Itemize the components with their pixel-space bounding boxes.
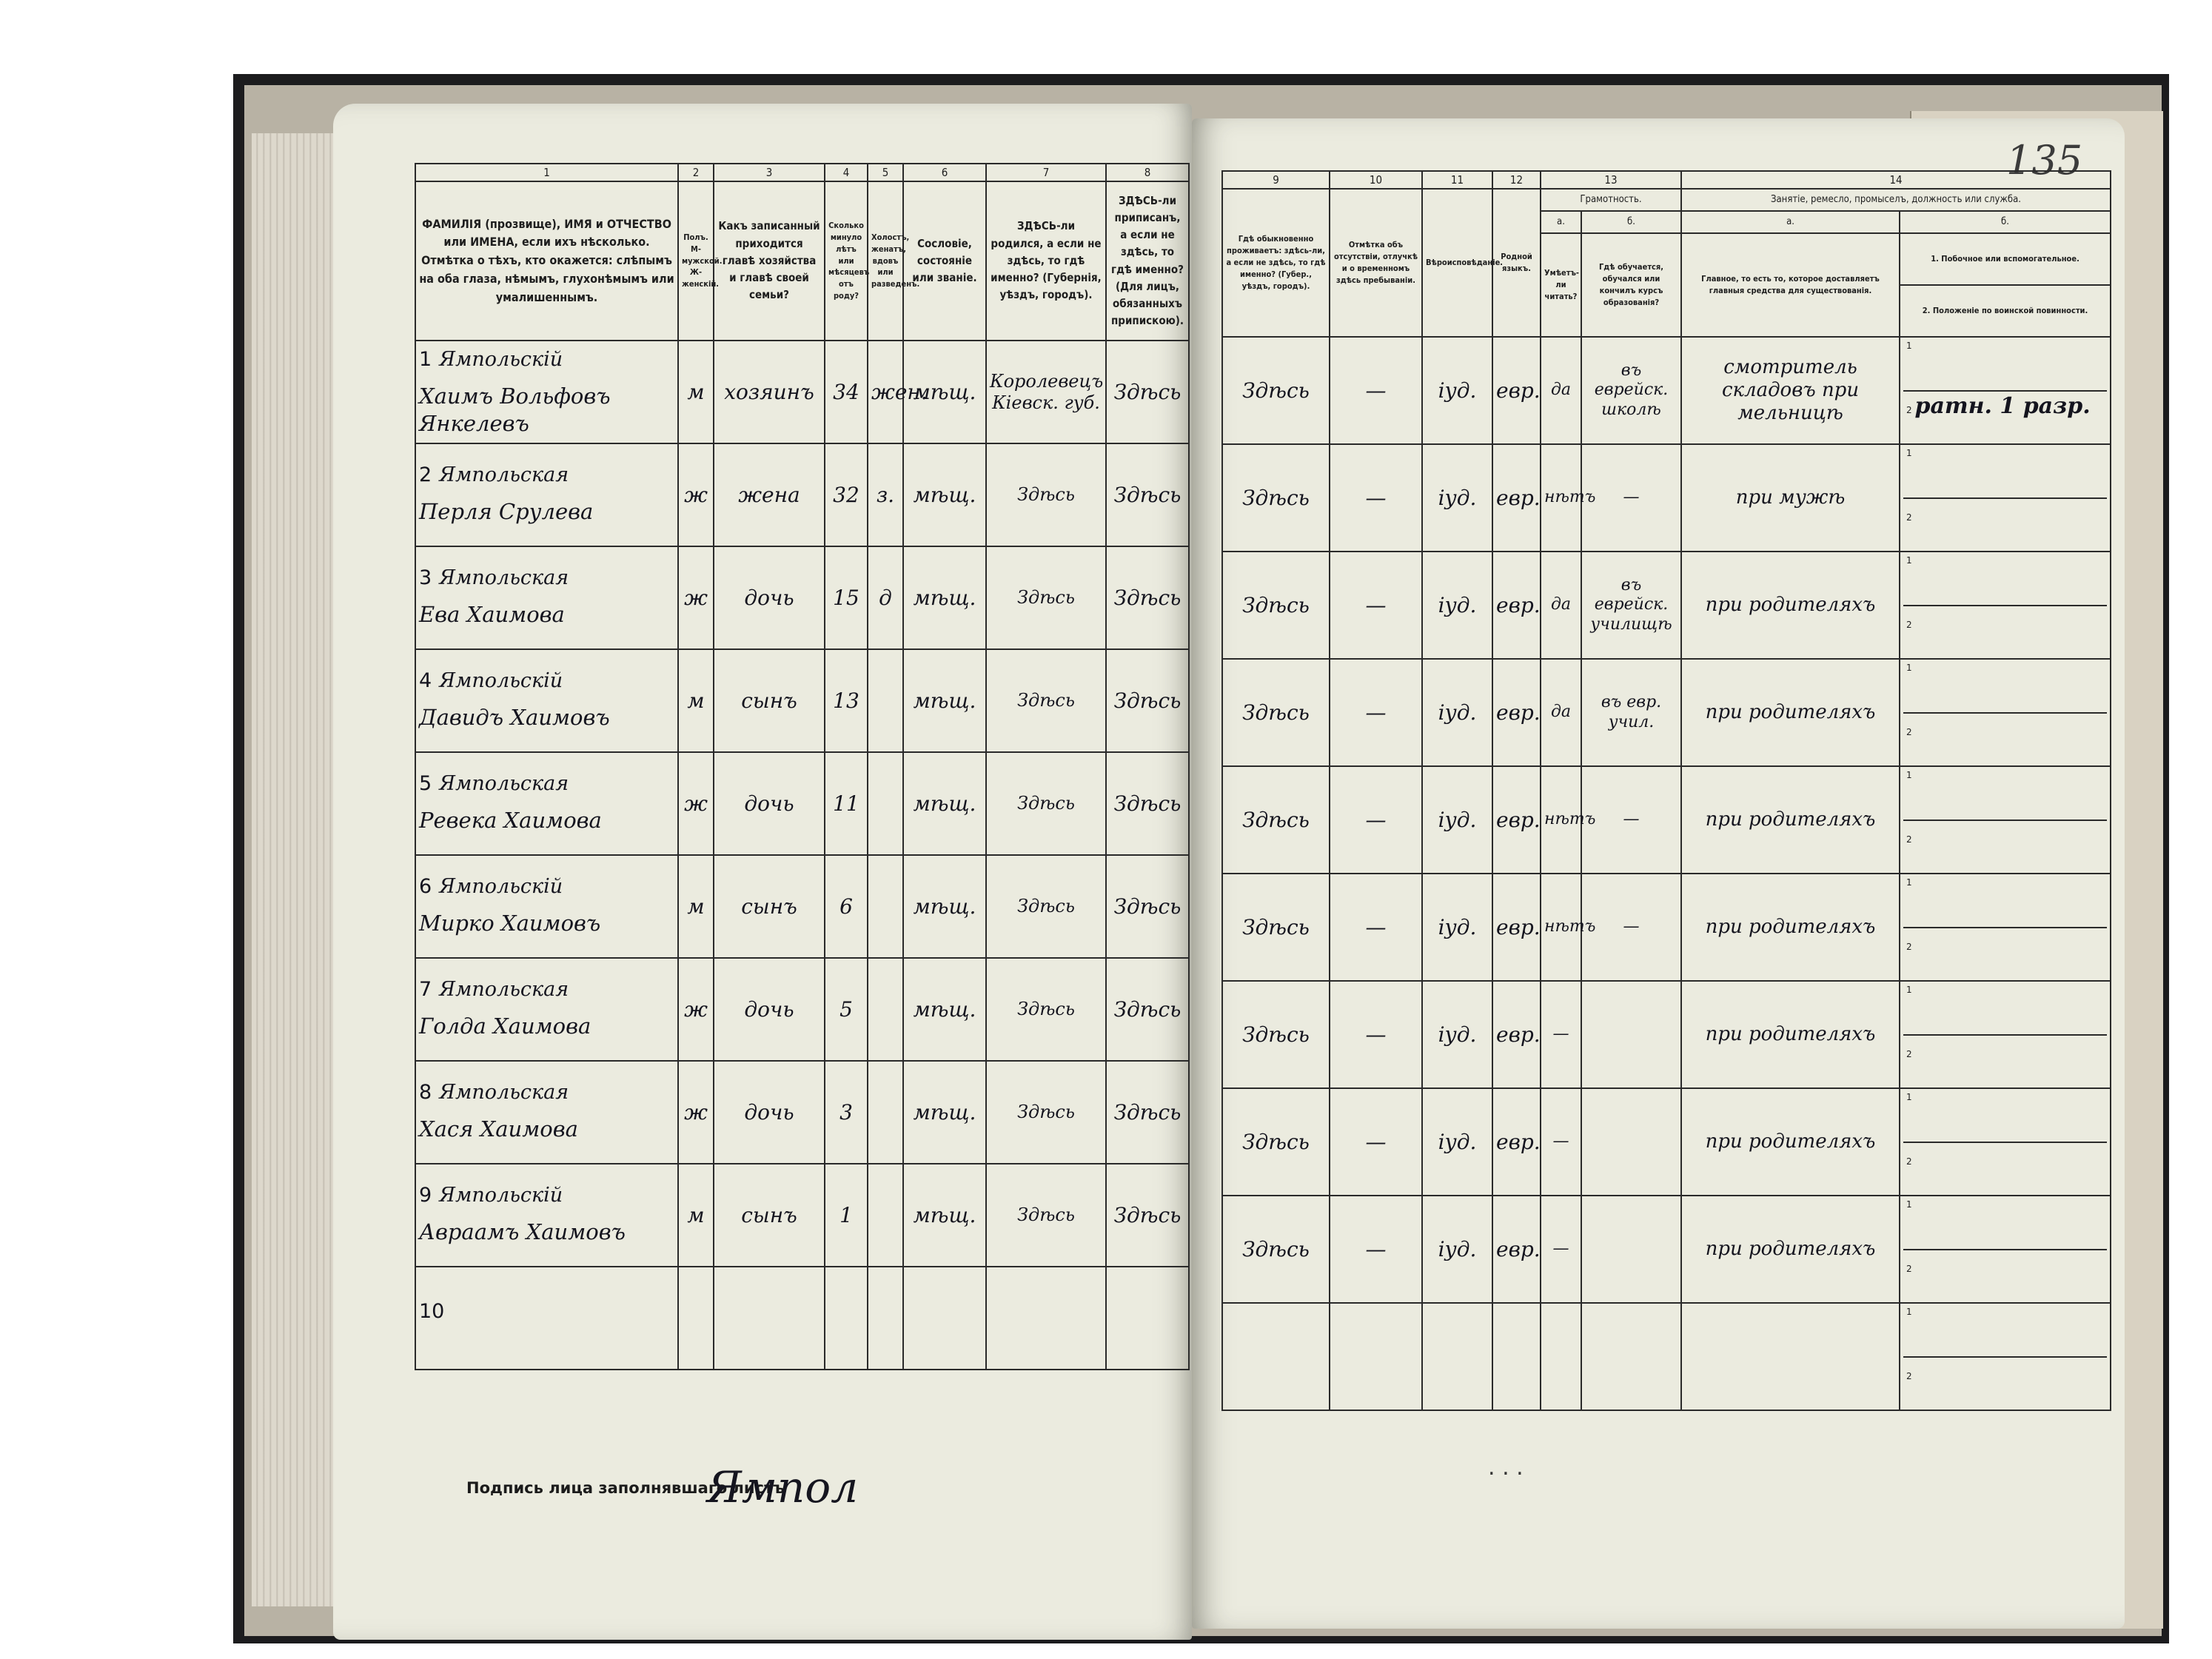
main-occupation-cell[interactable]: при мужѣ: [1681, 444, 1900, 552]
registration-cell[interactable]: Здѣсь: [1106, 649, 1189, 752]
residence-cell[interactable]: Здѣсь: [1222, 1088, 1330, 1196]
table-row: [1222, 552, 2111, 659]
absence-cell[interactable]: —: [1330, 1196, 1422, 1303]
secondary-occupation-line-1: 1: [1903, 983, 2107, 1036]
table-row: [1222, 1303, 2111, 1410]
given-name: Ева Хаимова: [419, 602, 565, 628]
birthplace-cell[interactable]: Здѣсь: [986, 649, 1106, 752]
residence-cell[interactable]: Здѣсь: [1222, 444, 1330, 552]
header-age: Сколько минуло лѣтъ или мѣсяцевъ отъ роду?: [825, 181, 868, 341]
language-cell[interactable]: [1492, 1303, 1541, 1410]
person-rows: [415, 341, 1189, 1370]
can-read-cell[interactable]: нѣтъ: [1541, 766, 1581, 874]
education-cell[interactable]: [1581, 1303, 1681, 1410]
registration-cell[interactable]: Здѣсь: [1106, 341, 1189, 443]
registration-cell[interactable]: [1106, 1267, 1189, 1370]
person-name-cell[interactable]: [415, 958, 678, 1061]
relation-cell[interactable]: [714, 1267, 825, 1370]
sex-cell[interactable]: ж: [678, 546, 714, 649]
religion-cell[interactable]: іуд.: [1422, 874, 1492, 981]
stray-marks: . . .: [1488, 1455, 1524, 1481]
signature: Ямпол: [707, 1462, 859, 1512]
surname: Ямпольская: [439, 1080, 569, 1104]
language-cell[interactable]: евр.: [1492, 1196, 1541, 1303]
header-occ-a: Главное, то есть то, которое доставляетъ главныя средства для существованія.: [1681, 233, 1900, 337]
registration-cell[interactable]: Здѣсь: [1106, 1164, 1189, 1267]
header-estate: Сословіе, состояніе или званіе.: [903, 181, 986, 341]
person-name-cell[interactable]: [415, 341, 678, 443]
age-cell[interactable]: [825, 1267, 868, 1370]
table-row: [415, 1267, 1189, 1370]
census-table-left: [415, 163, 1190, 1370]
marital-cell[interactable]: д: [868, 546, 903, 649]
education-cell[interactable]: —: [1581, 766, 1681, 874]
birthplace-cell[interactable]: Здѣсь: [986, 855, 1106, 958]
birthplace-cell[interactable]: Здѣсь: [986, 752, 1106, 855]
religion-cell[interactable]: іуд.: [1422, 337, 1492, 444]
header-marital: Холостъ, женатъ, вдовъ или разведенъ.: [868, 181, 903, 341]
sex-cell[interactable]: м: [678, 341, 714, 443]
estate-cell[interactable]: мѣщ.: [903, 443, 986, 546]
religion-cell[interactable]: іуд.: [1422, 766, 1492, 874]
absence-cell[interactable]: —: [1330, 874, 1422, 981]
relation-cell[interactable]: сынъ: [714, 649, 825, 752]
relation-cell[interactable]: дочь: [714, 546, 825, 649]
main-occupation-cell[interactable]: при родителяхъ: [1681, 874, 1900, 981]
relation-cell[interactable]: дочь: [714, 1061, 825, 1164]
surname: Ямпольскій: [439, 347, 563, 371]
row-number: 6: [419, 874, 432, 898]
birthplace-cell[interactable]: [986, 1267, 1106, 1370]
header-language: Родной языкъ.: [1492, 189, 1541, 337]
secondary-occupation-cell[interactable]: [1900, 659, 2111, 766]
marital-cell[interactable]: жен.: [868, 341, 903, 443]
age-cell[interactable]: 32: [825, 443, 868, 546]
secondary-occupation-line-1: 1: [1903, 1305, 2107, 1358]
row-number: 10: [419, 1300, 445, 1324]
main-occupation-cell[interactable]: смотритель складовъ при мельницѣ: [1681, 337, 1900, 444]
given-name: Ревека Хаимова: [419, 808, 602, 834]
secondary-occupation-line-2: 2: [1906, 726, 1912, 737]
col-number: 11: [1422, 171, 1492, 189]
can-read-cell[interactable]: да: [1541, 659, 1581, 766]
row-number: 4: [419, 668, 432, 692]
header-relation: Какъ записанный приходится главѣ хозяйства и главѣ своей семьи?: [714, 181, 825, 341]
education-cell[interactable]: —: [1581, 874, 1681, 981]
col-number: 9: [1222, 171, 1330, 189]
table-row: [415, 958, 1189, 1061]
age-cell[interactable]: 15: [825, 546, 868, 649]
residence-cell[interactable]: Здѣсь: [1222, 1196, 1330, 1303]
sex-cell[interactable]: м: [678, 649, 714, 752]
person-name-cell[interactable]: [415, 1164, 678, 1267]
sex-cell[interactable]: ж: [678, 958, 714, 1061]
relation-cell[interactable]: сынъ: [714, 855, 825, 958]
given-name-2: Янкелевъ: [419, 410, 529, 436]
secondary-occupation-line-2: 2: [1906, 834, 1912, 845]
estate-cell[interactable]: мѣщ.: [903, 855, 986, 958]
estate-cell[interactable]: [903, 1267, 986, 1370]
estate-cell[interactable]: мѣщ.: [903, 1061, 986, 1164]
secondary-occupation-cell[interactable]: [1900, 1088, 2111, 1196]
person-name-cell[interactable]: [415, 649, 678, 752]
left-page: [333, 104, 1192, 1640]
registration-cell[interactable]: Здѣсь: [1106, 443, 1189, 546]
absence-cell[interactable]: —: [1330, 659, 1422, 766]
education-cell[interactable]: въ еврейск. училищѣ: [1581, 552, 1681, 659]
can-read-cell[interactable]: да: [1541, 337, 1581, 444]
relation-cell[interactable]: дочь: [714, 958, 825, 1061]
secondary-occupation-line-1: 1: [1903, 1198, 2107, 1250]
secondary-occupation-line-1: 1: [1903, 339, 2107, 392]
language-cell[interactable]: евр.: [1492, 337, 1541, 444]
given-name: Голда Хаимова: [419, 1013, 591, 1039]
age-cell[interactable]: 6: [825, 855, 868, 958]
table-row: [1222, 1088, 2111, 1196]
religion-cell[interactable]: іуд.: [1422, 981, 1492, 1088]
table-row: [415, 855, 1189, 958]
header-occ-b-label: б.: [1900, 211, 2111, 233]
age-cell[interactable]: 3: [825, 1061, 868, 1164]
table-row: [415, 1164, 1189, 1267]
table-row: [415, 649, 1189, 752]
secondary-occupation-line-1: 1: [1903, 554, 2107, 606]
secondary-occupation-line-1: 1: [1903, 446, 2107, 499]
surname: Ямпольскій: [439, 668, 563, 692]
religion-cell[interactable]: іуд.: [1422, 552, 1492, 659]
surname: Ямпольскій: [439, 874, 563, 898]
main-occupation-cell[interactable]: при родителяхъ: [1681, 981, 1900, 1088]
relation-cell[interactable]: хозяинъ: [714, 341, 825, 443]
secondary-occupation-line-1: 1: [1903, 768, 2107, 821]
surname: Ямпольская: [439, 977, 569, 1001]
relation-cell[interactable]: сынъ: [714, 1164, 825, 1267]
secondary-occupation-cell[interactable]: [1900, 766, 2111, 874]
birthplace-cell[interactable]: Здѣсь: [986, 958, 1106, 1061]
marital-cell[interactable]: [868, 855, 903, 958]
marital-cell[interactable]: [868, 1061, 903, 1164]
col-number: 6: [903, 164, 986, 181]
secondary-occupation-line-1: 1: [1903, 1090, 2107, 1143]
language-cell[interactable]: евр.: [1492, 659, 1541, 766]
estate-cell[interactable]: мѣщ.: [903, 546, 986, 649]
table-row: [415, 1061, 1189, 1164]
given-name: Мирко Хаимовъ: [419, 911, 601, 936]
absence-cell[interactable]: [1330, 1303, 1422, 1410]
residence-cell[interactable]: [1222, 1303, 1330, 1410]
secondary-occupation-line-2: 2: [1906, 512, 1912, 523]
education-cell[interactable]: —: [1581, 444, 1681, 552]
estate-cell[interactable]: мѣщ.: [903, 752, 986, 855]
secondary-occupation-line-2: 2: [1906, 1263, 1912, 1274]
absence-cell[interactable]: —: [1330, 337, 1422, 444]
secondary-occupation-cell[interactable]: [1900, 874, 2111, 981]
language-cell[interactable]: евр.: [1492, 1088, 1541, 1196]
absence-cell[interactable]: —: [1330, 766, 1422, 874]
header-occupation: Занятіе, ремесло, промыселъ, должность или служба.: [1681, 189, 2111, 211]
person-name-cell[interactable]: [415, 752, 678, 855]
row-number: 5: [419, 771, 432, 795]
sex-cell[interactable]: ж: [678, 752, 714, 855]
secondary-occupation-cell[interactable]: [1900, 337, 2111, 444]
col-number: 13: [1541, 171, 1681, 189]
marital-cell[interactable]: [868, 752, 903, 855]
sex-cell[interactable]: [678, 1267, 714, 1370]
row-number: 2: [419, 463, 432, 486]
column-number-row: [415, 164, 1189, 181]
person-name-cell[interactable]: [415, 546, 678, 649]
header-birthplace: ЗДѢСЬ-ли родился, а если не здѣсь, то гдѣ именно? (Губернія, уѣздъ, городъ).: [986, 181, 1106, 341]
birthplace-cell[interactable]: Здѣсь: [986, 1164, 1106, 1267]
sex-cell[interactable]: ж: [678, 1061, 714, 1164]
military-status: ратн. 1 разр.: [1914, 392, 2091, 419]
registration-cell[interactable]: Здѣсь: [1106, 752, 1189, 855]
header-registration: ЗДѢСЬ-ли приписанъ, а если не здѣсь, то гдѣ именно? (Для лицъ, обязанныхъ припискою).: [1106, 181, 1189, 341]
age-cell[interactable]: 34: [825, 341, 868, 443]
person-name-cell[interactable]: [415, 1267, 678, 1370]
surname: Ямпольская: [439, 566, 569, 589]
marital-cell[interactable]: [868, 1164, 903, 1267]
col-number: 1: [415, 164, 678, 181]
main-occupation-cell[interactable]: [1681, 1303, 1900, 1410]
row-number: 1: [419, 347, 432, 371]
birthplace-cell[interactable]: Здѣсь: [986, 443, 1106, 546]
age-cell[interactable]: 13: [825, 649, 868, 752]
row-number: 7: [419, 977, 432, 1001]
absence-cell[interactable]: —: [1330, 552, 1422, 659]
column-number-row-right: [1222, 171, 2111, 189]
header-occ-b1: 1. Побочное или вспомогательное.: [1900, 234, 2110, 286]
residence-cell[interactable]: Здѣсь: [1222, 337, 1330, 444]
age-cell[interactable]: 1: [825, 1164, 868, 1267]
education-cell[interactable]: [1581, 981, 1681, 1088]
row-number: 3: [419, 566, 432, 589]
main-occupation-cell[interactable]: при родителяхъ: [1681, 659, 1900, 766]
header-lit-b: Гдѣ обучается, обучался или кончилъ курсъ образованія?: [1581, 233, 1681, 337]
given-name: Давидъ Хаимовъ: [419, 705, 610, 731]
religion-cell[interactable]: іуд.: [1422, 659, 1492, 766]
table-row: [415, 752, 1189, 855]
religion-cell[interactable]: [1422, 1303, 1492, 1410]
can-read-cell[interactable]: нѣтъ: [1541, 874, 1581, 981]
table-row: [1222, 766, 2111, 874]
absence-cell[interactable]: —: [1330, 444, 1422, 552]
census-table-right: [1221, 170, 2111, 1411]
table-row: [1222, 337, 2111, 444]
main-occupation-cell[interactable]: при родителяхъ: [1681, 552, 1900, 659]
given-name: Перля Срулева: [419, 499, 594, 525]
header-absence: Отмѣтка объ отсутствіи, отлучкѣ и о временномъ здѣсь пребываніи.: [1330, 189, 1422, 337]
language-cell[interactable]: евр.: [1492, 552, 1541, 659]
header-religion: Вѣроисповѣданіе.: [1422, 189, 1492, 337]
given-name: Авраамъ Хаимовъ: [419, 1219, 626, 1245]
education-cell[interactable]: [1581, 1196, 1681, 1303]
secondary-occupation-cell[interactable]: [1900, 552, 2111, 659]
row-number: 8: [419, 1080, 432, 1104]
table-row: [1222, 874, 2111, 981]
birthplace-cell[interactable]: Здѣсь: [986, 1061, 1106, 1164]
language-cell[interactable]: евр.: [1492, 874, 1541, 981]
col-number: 4: [825, 164, 868, 181]
absence-cell[interactable]: —: [1330, 1088, 1422, 1196]
surname: Ямпольская: [439, 463, 569, 486]
can-read-cell[interactable]: да: [1541, 552, 1581, 659]
person-name-cell[interactable]: [415, 1061, 678, 1164]
right-page: [1192, 118, 2125, 1629]
table-row: [415, 443, 1189, 546]
col-number: 5: [868, 164, 903, 181]
education-cell[interactable]: въ евр. учил.: [1581, 659, 1681, 766]
residence-cell[interactable]: Здѣсь: [1222, 981, 1330, 1088]
secondary-occupation-cell[interactable]: [1900, 1196, 2111, 1303]
sex-cell[interactable]: м: [678, 855, 714, 958]
col-number: 2: [678, 164, 714, 181]
header-row-right-1: [1222, 189, 2111, 211]
religion-cell[interactable]: іуд.: [1422, 1088, 1492, 1196]
secondary-occupation-line-1: 1: [1903, 876, 2107, 928]
main-occupation-cell[interactable]: при родителяхъ: [1681, 1088, 1900, 1196]
row-number: 9: [419, 1183, 432, 1207]
col-number: 12: [1492, 171, 1541, 189]
header-name: ФАМИЛІЯ (прозвище), ИМЯ и ОТЧЕСТВО или ИМЕНА, если ихъ нѣсколько. Отмѣтка о тѣхъ, кто окажется: слѣпымъ на оба глаза, нѣмымъ, глухонѣмымъ или умалишеннымъ.: [415, 181, 678, 341]
given-name: Хаимъ Вольфовъ: [419, 383, 611, 409]
header-residence: Гдѣ обыкновенно проживаетъ: здѣсь-ли, а если не здѣсь, то гдѣ именно? (Губер., уѣздъ, городъ).: [1222, 189, 1330, 337]
sex-cell[interactable]: м: [678, 1164, 714, 1267]
col-number: 14: [1681, 171, 2111, 189]
table-row: [1222, 1196, 2111, 1303]
table-row: [415, 341, 1189, 443]
secondary-occupation-line-1: 1: [1903, 661, 2107, 714]
relation-cell[interactable]: жена: [714, 443, 825, 546]
given-name: Хася Хаимова: [419, 1116, 578, 1142]
age-cell[interactable]: 5: [825, 958, 868, 1061]
secondary-occupation-line-2: 2: [1906, 1370, 1912, 1381]
marital-cell[interactable]: [868, 649, 903, 752]
estate-cell[interactable]: мѣщ.: [903, 341, 986, 443]
estate-cell[interactable]: мѣщ.: [903, 1164, 986, 1267]
header-row: [415, 181, 1189, 341]
secondary-occupation-cell[interactable]: [1900, 981, 2111, 1088]
col-number: 10: [1330, 171, 1422, 189]
secondary-occupation-line-2: 2: [1906, 1048, 1912, 1059]
marital-cell[interactable]: [868, 958, 903, 1061]
language-cell[interactable]: евр.: [1492, 444, 1541, 552]
secondary-occupation-cell[interactable]: [1900, 1303, 2111, 1410]
person-rows-right: [1222, 337, 2111, 1410]
header-sex: Полъ. М-мужской. Ж-женскій.: [678, 181, 714, 341]
col-number: 3: [714, 164, 825, 181]
header-occ-b2: 2. Положеніе по воинской повинности.: [1922, 306, 2088, 316]
person-name-cell[interactable]: [415, 855, 678, 958]
education-cell[interactable]: въ еврейск. школѣ: [1581, 337, 1681, 444]
header-lit-a: Умѣетъ-ли читать?: [1541, 233, 1581, 337]
can-read-cell[interactable]: нѣтъ: [1541, 444, 1581, 552]
education-cell[interactable]: [1581, 1088, 1681, 1196]
can-read-cell[interactable]: [1541, 1303, 1581, 1410]
header-lit-a-label: а.: [1541, 211, 1581, 233]
birthplace-cell[interactable]: Здѣсь: [986, 546, 1106, 649]
registration-cell[interactable]: Здѣсь: [1106, 855, 1189, 958]
residence-cell[interactable]: Здѣсь: [1222, 766, 1330, 874]
language-cell[interactable]: евр.: [1492, 766, 1541, 874]
secondary-occupation-line-2: 2 ратн. 1 разр.: [1906, 392, 2091, 419]
main-occupation-cell[interactable]: при родителяхъ: [1681, 1196, 1900, 1303]
col-number: 7: [986, 164, 1106, 181]
main-occupation-cell[interactable]: при родителяхъ: [1681, 766, 1900, 874]
page-number: 135: [2006, 137, 2083, 184]
marital-cell[interactable]: [868, 1267, 903, 1370]
religion-cell[interactable]: іуд.: [1422, 1196, 1492, 1303]
secondary-occupation-line-2: 2: [1906, 1156, 1912, 1167]
can-read-cell[interactable]: —: [1541, 1088, 1581, 1196]
relation-cell[interactable]: дочь: [714, 752, 825, 855]
can-read-cell[interactable]: —: [1541, 1196, 1581, 1303]
registration-cell[interactable]: Здѣсь: [1106, 958, 1189, 1061]
age-cell[interactable]: 11: [825, 752, 868, 855]
person-name-cell[interactable]: [415, 443, 678, 546]
birthplace-cell[interactable]: Королевецъ Кіевск. губ.: [986, 341, 1106, 443]
marital-cell[interactable]: з.: [868, 443, 903, 546]
table-row: [1222, 981, 2111, 1088]
registration-cell[interactable]: Здѣсь: [1106, 546, 1189, 649]
religion-cell[interactable]: іуд.: [1422, 444, 1492, 552]
header-lit-b-label: б.: [1581, 211, 1681, 233]
surname: Ямпольскій: [439, 1183, 563, 1207]
language-cell[interactable]: евр.: [1492, 981, 1541, 1088]
sex-cell[interactable]: ж: [678, 443, 714, 546]
table-row: [1222, 444, 2111, 552]
can-read-cell[interactable]: —: [1541, 981, 1581, 1088]
header-literacy: Грамотность.: [1541, 189, 1681, 211]
secondary-occupation-cell[interactable]: [1900, 444, 2111, 552]
secondary-occupation-line-2: 2: [1906, 619, 1912, 630]
registration-cell[interactable]: Здѣсь: [1106, 1061, 1189, 1164]
table-row: [1222, 659, 2111, 766]
secondary-occupation-line-2: 2: [1906, 941, 1912, 952]
residence-cell[interactable]: Здѣсь: [1222, 874, 1330, 981]
col-number: 8: [1106, 164, 1189, 181]
residence-cell[interactable]: Здѣсь: [1222, 552, 1330, 659]
estate-cell[interactable]: мѣщ.: [903, 958, 986, 1061]
header-occ-a-label: а.: [1681, 211, 1900, 233]
header-occ-b: [1900, 233, 2111, 337]
signature-label: Подпись лица заполнявшаго листъ: [466, 1479, 785, 1497]
table-row: [415, 546, 1189, 649]
estate-cell[interactable]: мѣщ.: [903, 649, 986, 752]
surname: Ямпольская: [439, 771, 569, 795]
residence-cell[interactable]: Здѣсь: [1222, 659, 1330, 766]
absence-cell[interactable]: —: [1330, 981, 1422, 1088]
